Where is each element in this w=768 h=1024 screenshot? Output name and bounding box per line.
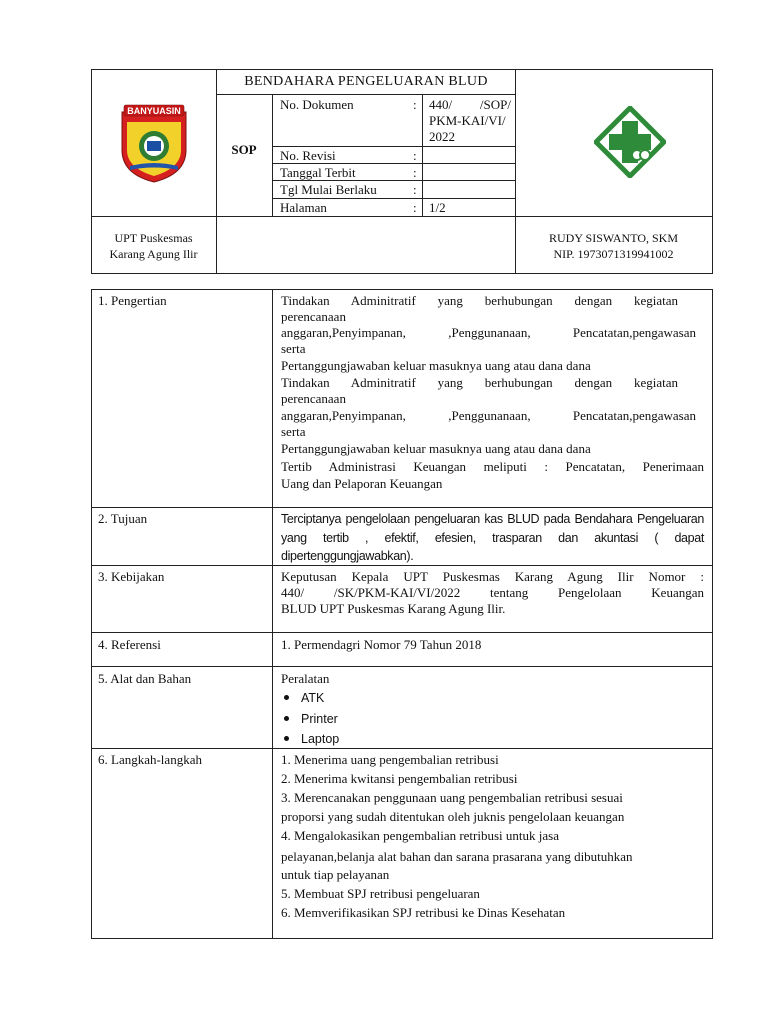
pengertian-line: Tindakan Adminitratif yang berhubungan dengan kegiatan: [281, 293, 678, 308]
pengertian-line: Tindakan Adminitratif yang berhubungan dengan kegiatan: [281, 375, 678, 390]
tujuan-line: yang tertib , efektif, efesien, trasparan dan akuntasi ( dapat: [281, 531, 704, 545]
langkah-line: proporsi yang sudah ditentukan oleh juknis pengelolaan keuangan: [281, 809, 625, 824]
bullet-icon: [284, 716, 289, 721]
pengertian-line: Pertanggungjawaban keluar masuknya uang atau dana dana: [281, 358, 591, 373]
row-colon: :: [413, 182, 417, 197]
doc-number-part: PKM-KAI/VI/: [429, 113, 506, 128]
pengertian-line: Uang dan Pelaporan Keuangan: [281, 476, 443, 491]
alat-item: ATK: [301, 691, 325, 705]
kebijakan-line: 440/ /SK/PKM-KAI/VI/2022 tentang Pengelolaan Keuangan: [281, 585, 704, 600]
sop-label: SOP: [231, 142, 257, 157]
puskesmas-logo: [594, 106, 666, 178]
bullet-icon: [284, 736, 289, 741]
unit-name-line1: UPT Puskesmas: [114, 231, 193, 245]
kebijakan-line: BLUD UPT Puskesmas Karang Agung Ilir.: [281, 601, 506, 616]
pengertian-line: anggaran,Penyimpanan, ,Penggunanaan, Pencatatan,pengawasan: [281, 325, 696, 340]
row-colon: :: [413, 200, 417, 215]
row-label: Tanggal Terbit: [280, 165, 356, 180]
row-colon: :: [413, 165, 417, 180]
row-label: No. Revisi: [280, 148, 336, 163]
pengertian-line: perencanaan: [281, 309, 346, 324]
alat-item: Printer: [301, 712, 338, 726]
langkah-line: 5. Membuat SPJ retribusi pengeluaran: [281, 886, 480, 901]
pengertian-line: Tertib Administrasi Keuangan meliputi : Pencatatan, Penerimaan: [281, 459, 704, 474]
section-label-tujuan: 2. Tujuan: [98, 511, 148, 526]
doc-number-part: 2022: [429, 129, 455, 144]
row-colon: :: [413, 148, 417, 163]
referensi-line: 1. Permendagri Nomor 79 Tahun 2018: [281, 637, 482, 652]
unit-name-line2: Karang Agung Ilir: [109, 247, 198, 261]
row-colon: :: [413, 97, 417, 112]
document-title: BENDAHARA PENGELUARAN BLUD: [244, 74, 488, 89]
pengertian-line: serta: [281, 424, 306, 439]
banyuasin-logo: [118, 104, 190, 184]
pengertian-line: serta: [281, 341, 306, 356]
pengertian-line: perencanaan: [281, 391, 346, 406]
langkah-line: untuk tiap pelayanan: [281, 867, 390, 882]
bullet-icon: [284, 695, 289, 700]
row-label: Tgl Mulai Berlaku: [280, 182, 377, 197]
langkah-line: 4. Mengalokasikan pengembalian retribusi untuk jasa: [281, 828, 559, 843]
kebijakan-line: Keputusan Kepala UPT Puskesmas Karang Agung Ilir Nomor :: [281, 569, 704, 584]
langkah-line: 2. Menerima kwitansi pengembalian retribusi: [281, 771, 518, 786]
tujuan-line: Terciptanya pengelolaan pengeluaran kas BLUD pada Bendahara Pengeluaran: [281, 512, 704, 526]
row-label: Halaman: [280, 200, 327, 215]
langkah-line: 6. Memverifikasikan SPJ retribusi ke Dinas Kesehatan: [281, 905, 566, 920]
section-label-kebijakan: 3. Kebijakan: [98, 569, 165, 584]
langkah-line: 1. Menerima uang pengembalian retribusi: [281, 752, 499, 767]
logo-text: BANYUASIN: [127, 106, 181, 116]
alat-item: Laptop: [301, 732, 340, 746]
langkah-line: 3. Merencanakan penggunaan uang pengembalian retribusi sesuai: [281, 790, 623, 805]
head-nip: NIP. 1973071319941002: [553, 247, 674, 261]
section-label-langkah: 6. Langkah-langkah: [98, 752, 202, 767]
langkah-line: pelayanan,belanja alat bahan dan sarana prasarana yang dibutuhkan: [281, 849, 633, 864]
section-label-alat: 5. Alat dan Bahan: [98, 671, 192, 686]
row-label: No. Dokumen: [280, 97, 354, 112]
doc-number-part: /SOP/: [479, 97, 511, 112]
pengertian-line: anggaran,Penyimpanan, ,Penggunanaan, Pencatatan,pengawasan: [281, 408, 696, 423]
head-name: RUDY SISWANTO, SKM: [548, 231, 679, 245]
alat-heading: Peralatan: [281, 671, 330, 686]
page-number: 1/2: [429, 200, 446, 215]
section-label-pengertian: 1. Pengertian: [98, 293, 167, 308]
pengertian-line: Pertanggungjawaban keluar masuknya uang atau dana dana: [281, 441, 591, 456]
section-label-referensi: 4. Referensi: [98, 637, 161, 652]
tujuan-line: dipertenggungjawabkan).: [281, 549, 414, 563]
doc-number-part: 440/: [429, 97, 453, 112]
